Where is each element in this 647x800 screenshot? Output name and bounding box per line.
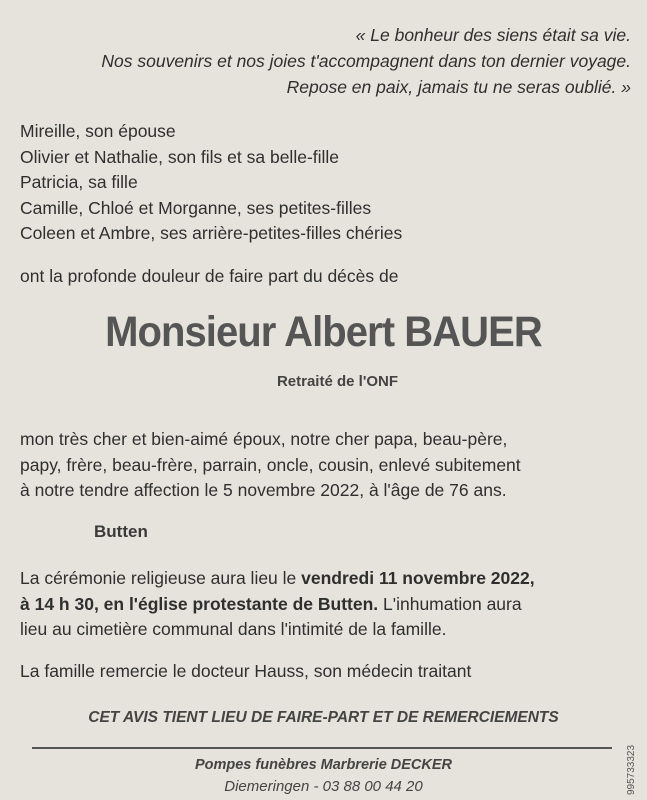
family-member: Camille, Chloé et Morganne, ses petites-filles <box>20 197 372 218</box>
quote-line: Nos souvenirs et nos joies t'accompagnent dans ton dernier voyage. <box>101 51 631 71</box>
ceremony-text <box>20 566 620 643</box>
ceremony-time-place: à 14 h 30, en l'église protestante de Butten. <box>20 593 379 614</box>
thanks-text: La famille remercie le docteur Hauss, son médecin traitant <box>20 661 472 681</box>
divider <box>32 747 612 749</box>
ceremony-intro: La cérémonie religieuse aura lieu le <box>20 568 302 588</box>
description-line: à notre tendre affection le 5 novembre 2022, à l'âge de 76 ans. <box>20 480 507 500</box>
notice-banner: CET AVIS TIENT LIEU DE FAIRE-PART ET DE REMERCIEMENTS <box>88 709 559 726</box>
burial-intro: L'inhumation aura <box>378 593 522 614</box>
reference-number: 995733323 <box>626 744 637 795</box>
place-heading: Butten <box>94 522 148 541</box>
deceased-name: Monsieur Albert BAUER <box>105 308 542 356</box>
deceased-role: Retraité de l'ONF <box>276 373 399 390</box>
epigraph-quote <box>101 22 631 100</box>
ceremony-date: vendredi 11 novembre 2022, <box>301 568 535 588</box>
quote-line: « Le bonheur des siens était sa vie. <box>355 25 631 45</box>
family-member: Patricia, sa fille <box>20 172 138 192</box>
announcement-text: ont la profonde douleur de faire part du décès de <box>20 266 399 286</box>
description-text <box>20 427 610 504</box>
family-list <box>20 119 402 247</box>
family-member: Olivier et Nathalie, son fils et sa belle-fille <box>20 146 340 167</box>
funeral-home-address: Diemeringen - 03 88 00 44 20 <box>224 778 423 795</box>
description-line: mon très cher et bien-aimé époux, notre cher papa, beau-père, <box>20 429 508 449</box>
burial-text: lieu au cimetière communal dans l'intimité de la famille. <box>20 619 447 639</box>
family-member: Coleen et Ambre, ses arrière-petites-filles chéries <box>20 223 403 243</box>
quote-line: Repose en paix, jamais tu ne seras oublié. » <box>286 77 631 97</box>
description-line: papy, frère, beau-frère, parrain, oncle, cousin, enlevé subitement <box>20 454 521 475</box>
family-member: Mireille, son épouse <box>20 121 176 141</box>
funeral-home-name: Pompes funèbres Marbrerie DECKER <box>194 757 453 773</box>
